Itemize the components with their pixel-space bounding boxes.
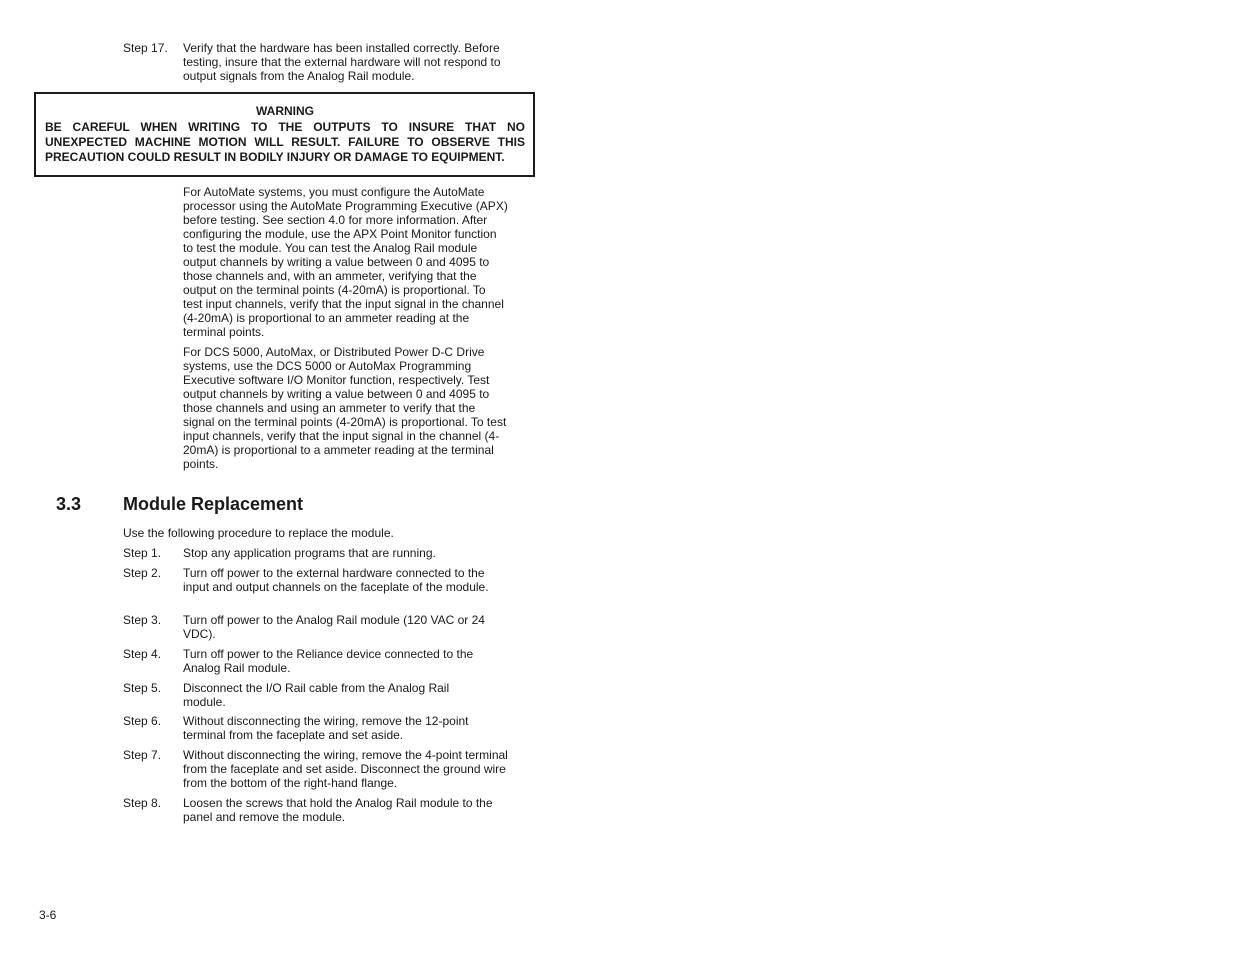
step-text: Verify that the hardware has been installed correctly. Before testing, insure that the external hardware will not respond to output signals from the Analog Rail module. bbox=[183, 41, 501, 83]
section-number: 3.3 bbox=[56, 494, 82, 514]
step-text: Disconnect the I/O Rail cable from the Analog Rail module. bbox=[183, 681, 450, 709]
section-intro: Use the following procedure to replace the module. bbox=[123, 526, 394, 540]
step-3 bbox=[123, 613, 513, 641]
step-number: Step 2. bbox=[123, 566, 162, 580]
step-number: Step 6. bbox=[123, 714, 162, 728]
step-text: Loosen the screws that hold the Analog Rail module to the panel and remove the module. bbox=[183, 796, 493, 824]
step-number: Step 17. bbox=[123, 41, 168, 55]
dcs5000-paragraph: For DCS 5000, AutoMax, or Distributed Power D-C Drive systems, use the DCS 5000 or AutoMax Programming Executive software I/O Monitor function, respectively. Test output channels by writing a value between 0 and 4095 to those channels and using an ammeter to verify that the signal on the terminal points (4-20mA) is proportional. To test input channels, verify that the input signal in the channel (4-20mA) is proportional to a ammeter reading at the terminal points. bbox=[183, 345, 507, 471]
step-number: Step 5. bbox=[123, 681, 162, 695]
step-5 bbox=[123, 681, 513, 709]
section-title: Module Replacement bbox=[123, 494, 304, 514]
step-2 bbox=[123, 566, 513, 594]
step-17 bbox=[123, 41, 513, 83]
step-6 bbox=[123, 714, 513, 742]
step-8 bbox=[123, 796, 513, 824]
automate-paragraph: For AutoMate systems, you must configure the AutoMate processor using the AutoMate Programming Executive (APX) before testing. See section 4.0 for more information. After configuring the module, use the APX Point Monitor function to test the module. You can test the Analog Rail module output channels by writing a value between 0 and 4095 to those channels and, with an ammeter, verifying that the output on the terminal points (4-20mA) is proportional. To test input channels, verify that the input signal in the channel (4-20mA) is proportional to an ammeter reading at the terminal points. bbox=[183, 185, 508, 339]
warning-title: WARNING bbox=[256, 104, 314, 118]
step-7 bbox=[123, 748, 513, 790]
step-number: Step 3. bbox=[123, 613, 162, 627]
step-4 bbox=[123, 647, 513, 675]
page-number: 3-6 bbox=[39, 908, 57, 922]
step-number: Step 1. bbox=[123, 546, 162, 560]
step-1 bbox=[123, 546, 513, 560]
step-text: Turn off power to the Analog Rail module (120 VAC or 24 VDC). bbox=[183, 613, 485, 641]
warning-box bbox=[34, 92, 535, 177]
step-text: Turn off power to the Reliance device connected to the Analog Rail module. bbox=[183, 647, 474, 675]
step-text: Turn off power to the external hardware connected to the input and output channels on the faceplate of the module. bbox=[183, 566, 489, 594]
step-text: Without disconnecting the wiring, remove the 4-point terminal from the faceplate and set aside. Disconnect the ground wire from the bottom of the right-hand flange. bbox=[183, 748, 508, 790]
step-number: Step 8. bbox=[123, 796, 162, 810]
warning-text: BE CAREFUL WHEN WRITING TO THE OUTPUTS TO INSURE THAT NO UNEXPECTED MACHINE MOTION WILL RESULT. FAILURE TO OBSERVE THIS PRECAUTION COULD RESULT IN BODILY INJURY OR DAMAGE TO EQUIPMENT. bbox=[45, 120, 525, 164]
step-number: Step 4. bbox=[123, 647, 162, 661]
step-text: Stop any application programs that are running. bbox=[183, 546, 436, 560]
step-text: Without disconnecting the wiring, remove the 12-point terminal from the faceplate and set aside. bbox=[183, 714, 469, 742]
step-number: Step 7. bbox=[123, 748, 162, 762]
section-heading bbox=[56, 493, 303, 515]
